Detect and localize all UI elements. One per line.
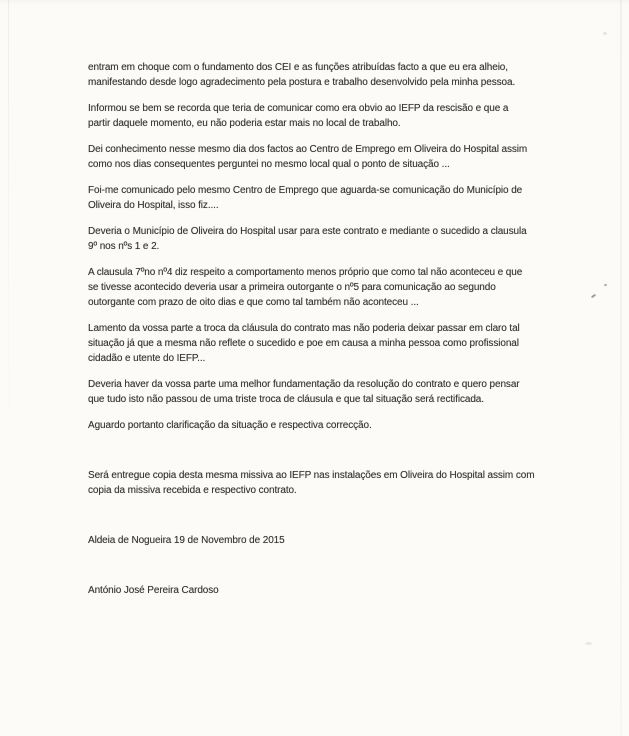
text-line: Lamento da vossa parte a troca da cláusula do contrato mas não poderia deixar passar em claro tal (88, 323, 520, 334)
body-paragraph (88, 101, 533, 131)
text-line: A clausula 7ºno nº4 diz respeito a comportamento menos próprio que como tal não aconteceu e que (88, 267, 523, 278)
text-line: entram em choque com o fundamento dos CEI e as funções atribuídas facto a que eu era alheio, (88, 62, 508, 73)
text-line: cidadão e utente do IEFP... (88, 353, 206, 364)
body-paragraph (88, 265, 533, 310)
scan-smudge (585, 642, 592, 645)
scan-right-edge (620, 0, 622, 736)
text-line: Dei conhecimento nesse mesmo dia dos factos ao Centro de Emprego em Oliveira do Hospital assim (88, 144, 528, 155)
body-paragraph (88, 418, 533, 433)
body-paragraph (88, 224, 533, 254)
text-line: Deveria haver da vossa parte uma melhor fundamentação da resolução do contrato e quero pensar (88, 379, 520, 390)
scan-smudge (603, 32, 607, 35)
text-line: Informou se bem se recorda que teria de comunicar como era obvio ao IEFP da rescisão e que a (88, 103, 509, 114)
text-line: Oliveira do Hospital, isso fiz.... (88, 200, 219, 211)
body-paragraph (88, 60, 533, 90)
body-paragraph (88, 142, 533, 172)
text-line: Aguardo portanto clarificação da situação e respectiva correcção. (88, 420, 372, 431)
body-paragraph (88, 321, 533, 366)
text-line: copia da missiva recebida e respectivo contrato. (88, 485, 297, 496)
body-paragraph (88, 377, 533, 407)
body-paragraph (88, 183, 533, 213)
text-line: manifestando desde logo agradecimento pela postura e trabalho desenvolvido pela minha pessoa. (88, 77, 516, 88)
text-line: Deveria o Município de Oliveira do Hospital usar para este contrato e mediante o sucedido a clausula (88, 226, 527, 237)
text-line: que tudo isto não passou de uma triste troca de cláusula e que tal situação será rectificada. (88, 394, 484, 405)
ink-speck (604, 284, 608, 287)
text-line: 9º nos nºs 1 e 2. (88, 241, 160, 252)
text-line: situação já que a mesma não reflete o sucedido e poe em causa a minha pessoa como profissional (88, 338, 519, 349)
text-line: outorgante com prazo de oito dias e que como tal também não aconteceu ... (88, 297, 419, 308)
text-line: Aldeia de Nogueira 19 de Novembro de 2015 (88, 535, 285, 546)
dateline (88, 533, 533, 548)
text-line: Será entregue copia desta mesma missiva ao IEFP nas instalações em Oliveira do Hospital assim com (88, 470, 535, 481)
body-paragraph (88, 468, 533, 498)
text-line: partir daquele momento, eu não poderia estar mais no local de trabalho. (88, 118, 401, 129)
scan-left-edge (8, 0, 9, 480)
text-line: se tivesse acontecido deveria usar a primeira outorgante o nº5 para comunicação ao segundo (88, 282, 496, 293)
text-line: Foi-me comunicado pelo mesmo Centro de Emprego que aguarda-se comunicação do Município de (88, 185, 523, 196)
ink-speck (591, 294, 596, 299)
text-line: como nos dias consequentes perguntei no mesmo local qual o ponto de situação ... (88, 159, 450, 170)
letter-body (88, 60, 533, 598)
scan-top-shadow (0, 0, 629, 6)
text-line: António José Pereira Cardoso (88, 585, 219, 596)
signature (88, 583, 533, 598)
